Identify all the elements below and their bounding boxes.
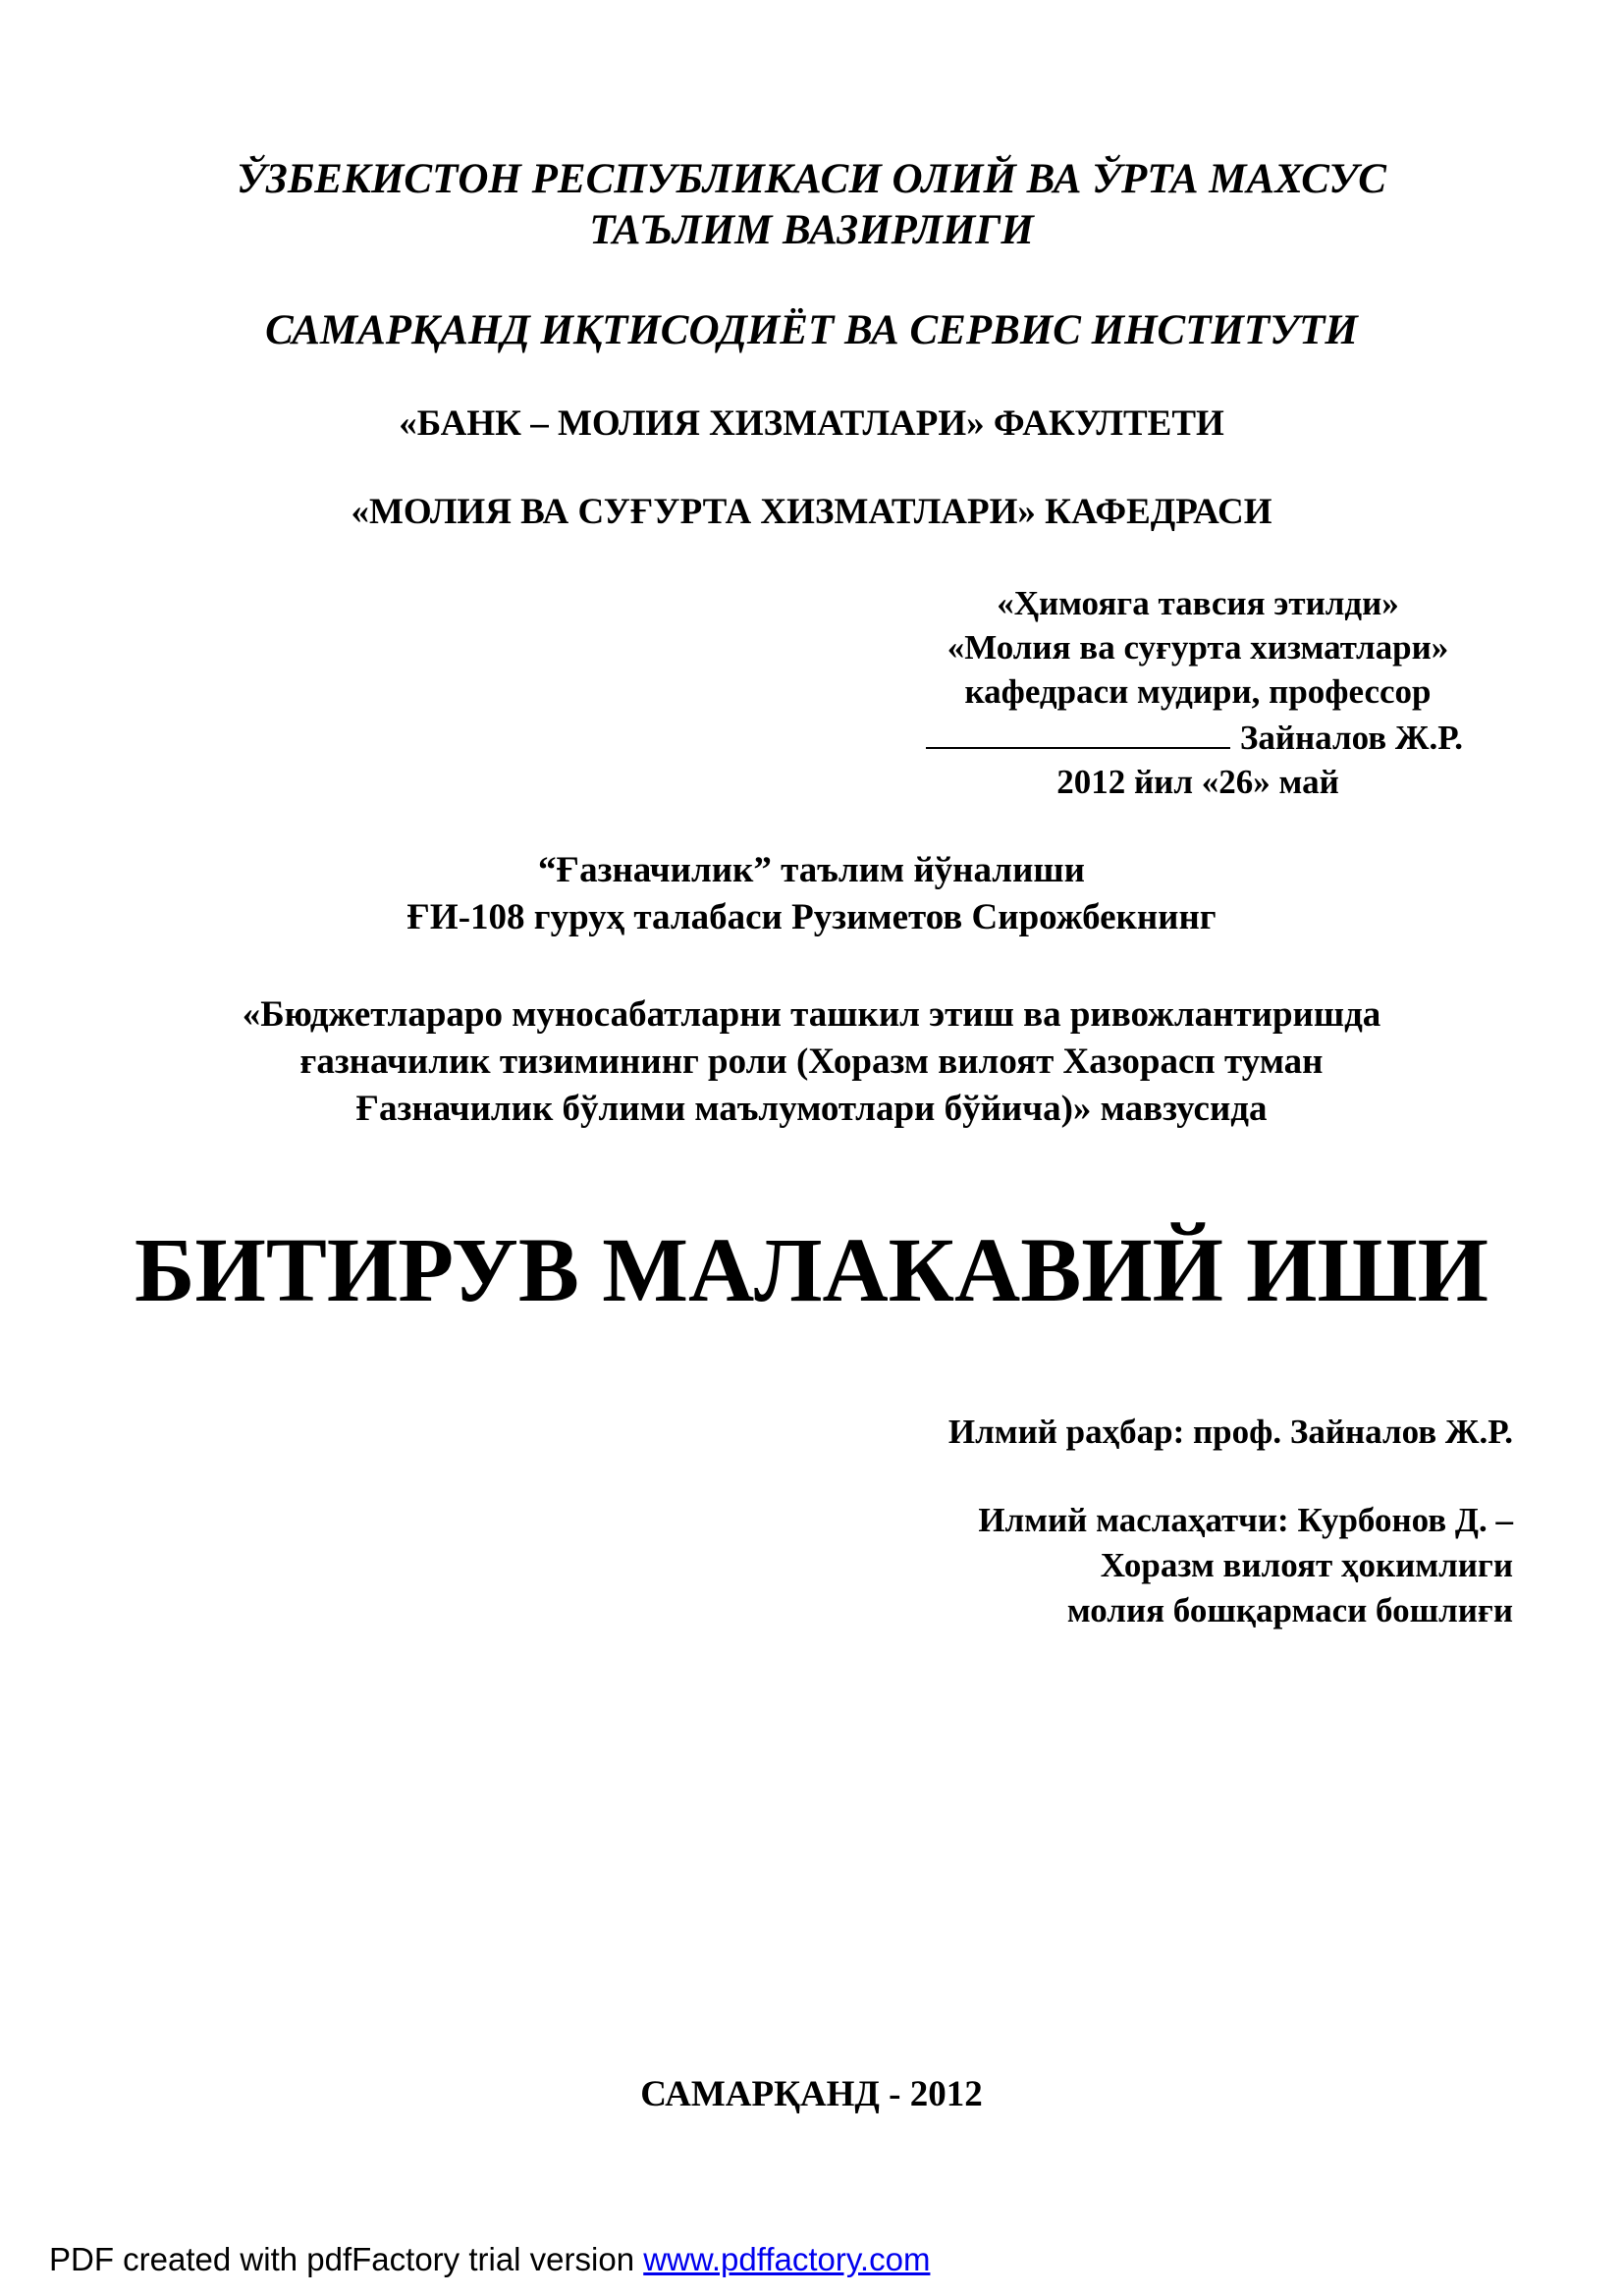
approval-date: 2012 йил «26» май (1056, 763, 1339, 801)
city-year: САМАРҚАНД - 2012 (640, 2074, 983, 2114)
signature-line (926, 714, 1230, 749)
student-group: ҒИ-108 гуруҳ талабаси Рузиметов Сирожбекнинг (406, 897, 1217, 937)
institute-name: САМАРҚАНД ИҚТИСОДИЁТ ВА СЕРВИС ИНСТИТУТИ (265, 307, 1358, 353)
consultant-line-3: молия бошқармаси бошлиғи (1066, 1591, 1513, 1629)
approval-signatory: Зайналов Ж.Р. (1239, 719, 1463, 757)
approval-block (864, 581, 1532, 804)
ministry-line-2: ТАЪЛИМ ВАЗИРЛИГИ (589, 207, 1034, 253)
approval-department: «Молия ва суғурта хизматлари» (947, 628, 1449, 667)
supervisor: Илмий раҳбар: проф. Зайналов Ж.Р. (947, 1413, 1513, 1451)
topic-line-3: Ғазначилик бўлими маълумотлари бўйича)» мавзусида (355, 1089, 1268, 1129)
faculty-name: «БАНК – МОЛИЯ ХИЗМАТЛАРИ» ФАКУЛТЕТИ (399, 403, 1224, 444)
pdf-note-text: PDF created with pdfFactory trial version (49, 2241, 644, 2277)
consultant-line-2: Хоразм вилоят ҳокимлиги (1100, 1546, 1513, 1584)
consultant-block (978, 1498, 1513, 1633)
approval-recommended: «Ҳимояга тавсия этилди» (997, 584, 1399, 622)
approval-signature-row (864, 714, 1532, 760)
topic-line-2: ғазначилик тизимининг роли (Хоразм вилоят Хазорасп туман (299, 1041, 1324, 1082)
pdf-creator-note (49, 2240, 930, 2279)
department-name: «МОЛИЯ ВА СУҒУРТА ХИЗМАТЛАРИ» КАФЕДРАСИ (351, 492, 1272, 532)
main-title: БИТИРУВ МАЛАКАВИЙ ИШИ (135, 1220, 1488, 1321)
consultant-line-1: Илмий маслаҳатчи: Курбонов Д. – (978, 1501, 1513, 1539)
ministry-line-1: ЎЗБЕКИСТОН РЕСПУБЛИКАСИ ОЛИЙ ВА ЎРТА МАХСУС (237, 156, 1386, 202)
approval-head-title: кафедраси мудири, профессор (964, 672, 1432, 711)
student-direction: “Ғазначилик” таълим йўналиши (538, 850, 1085, 890)
pdffactory-link[interactable]: www.pdffactory.com (643, 2241, 931, 2277)
topic-line-1: «Бюджетлараро муносабатларни ташкил этиш ва ривожлантиришда (242, 994, 1381, 1035)
